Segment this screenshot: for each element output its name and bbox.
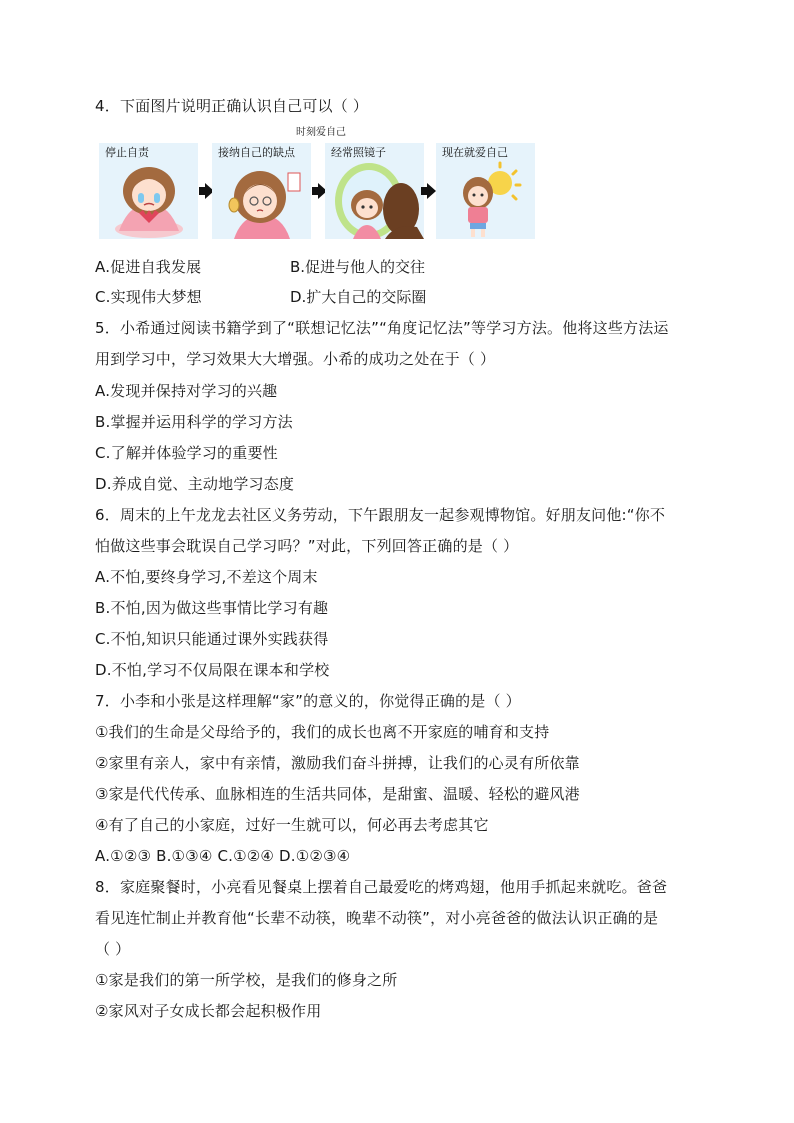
q6-stem-line-1: 6．周末的上午龙龙去社区义务劳动，下午跟朋友一起参观博物馆。好朋友问他:“你不 [95, 506, 666, 524]
q4-option-d[interactable]: D.扩大自己的交际圈 [290, 288, 427, 306]
q5-option-a[interactable]: A.发现并保持对学习的兴趣 [95, 382, 278, 400]
q7-stem: 7．小李和小张是这样理解“家”的意义的，你觉得正确的是（ ） [95, 692, 521, 710]
comic-panel-3 [325, 143, 424, 239]
comic-panel-2 [212, 143, 311, 239]
panel-3-caption: 经常照镜子 [331, 146, 386, 159]
arrow-icon [427, 183, 436, 199]
q5-stem-line-2: 用到学习中，学习效果大大增强。小希的成功之处在于（ ） [95, 350, 496, 368]
q4-option-b[interactable]: B.促进与他人的交往 [290, 258, 426, 276]
q7-statement-1: ①我们的生命是父母给予的，我们的成长也离不开家庭的哺育和支持 [95, 723, 550, 741]
panel-4-caption: 现在就爱自己 [442, 146, 508, 159]
comic-strip-title: 时刻爱自己 [296, 127, 346, 138]
q6-option-b[interactable]: B.不怕,因为做这些事情比学习有趣 [95, 599, 329, 617]
comic-panel-1 [99, 143, 198, 239]
q6-option-a[interactable]: A.不怕,要终身学习,不差这个周末 [95, 568, 318, 586]
q6-option-c[interactable]: C.不怕,知识只能通过课外实践获得 [95, 630, 329, 648]
q7-statement-2: ②家里有亲人，家中有亲情，激励我们奋斗拼搏，让我们的心灵有所依靠 [95, 754, 580, 772]
q4-stem: 4．下面图片说明正确认识自己可以（ ） [95, 97, 369, 115]
q8-stem-line-2: 看见连忙制止并教育他“长辈不动筷，晚辈不动筷”，对小亮爸爸的做法认识正确的是 [95, 909, 659, 927]
q5-option-b[interactable]: B.掌握并运用科学的学习方法 [95, 413, 293, 431]
panel-2-caption: 接纳自己的缺点 [218, 146, 295, 159]
q5-option-c[interactable]: C.了解并体验学习的重要性 [95, 444, 278, 462]
panel-1-caption: 停止自责 [105, 146, 149, 159]
comic-panel-4 [436, 143, 535, 239]
q7-statement-4: ④有了自己的小家庭，过好一生就可以，何必再去考虑其它 [95, 816, 489, 834]
q6-stem-line-2: 怕做这些事会耽误自己学习吗？”对此，下列回答正确的是（ ） [95, 537, 519, 555]
q4-option-c[interactable]: C.实现伟大梦想 [95, 288, 202, 306]
q7-options[interactable]: A.①②③ B.①③④ C.①②④ D.①②③④ [95, 847, 351, 865]
q5-stem-line-1: 5．小希通过阅读书籍学到了“联想记忆法”“角度记忆法”等学习方法。他将这些方法运 [95, 319, 669, 337]
q4-option-a[interactable]: A.促进自我发展 [95, 258, 202, 276]
q8-stem-line-3: （ ） [95, 940, 131, 958]
q7-statement-3: ③家是代代传承、血脉相连的生活共同体，是甜蜜、温暖、轻松的避风港 [95, 785, 580, 803]
q8-statement-1: ①家是我们的第一所学校，是我们的修身之所 [95, 971, 398, 989]
q5-option-d[interactable]: D.养成自觉、主动地学习态度 [95, 475, 295, 493]
q6-option-d[interactable]: D.不怕,学习不仅局限在课本和学校 [95, 661, 330, 679]
q8-stem-line-1: 8．家庭聚餐时，小亮看见餐桌上摆着自己最爱吃的烤鸡翅，他用手抓起来就吃。爸爸 [95, 878, 668, 896]
q8-statement-2: ②家风对子女成长都会起积极作用 [95, 1002, 322, 1020]
